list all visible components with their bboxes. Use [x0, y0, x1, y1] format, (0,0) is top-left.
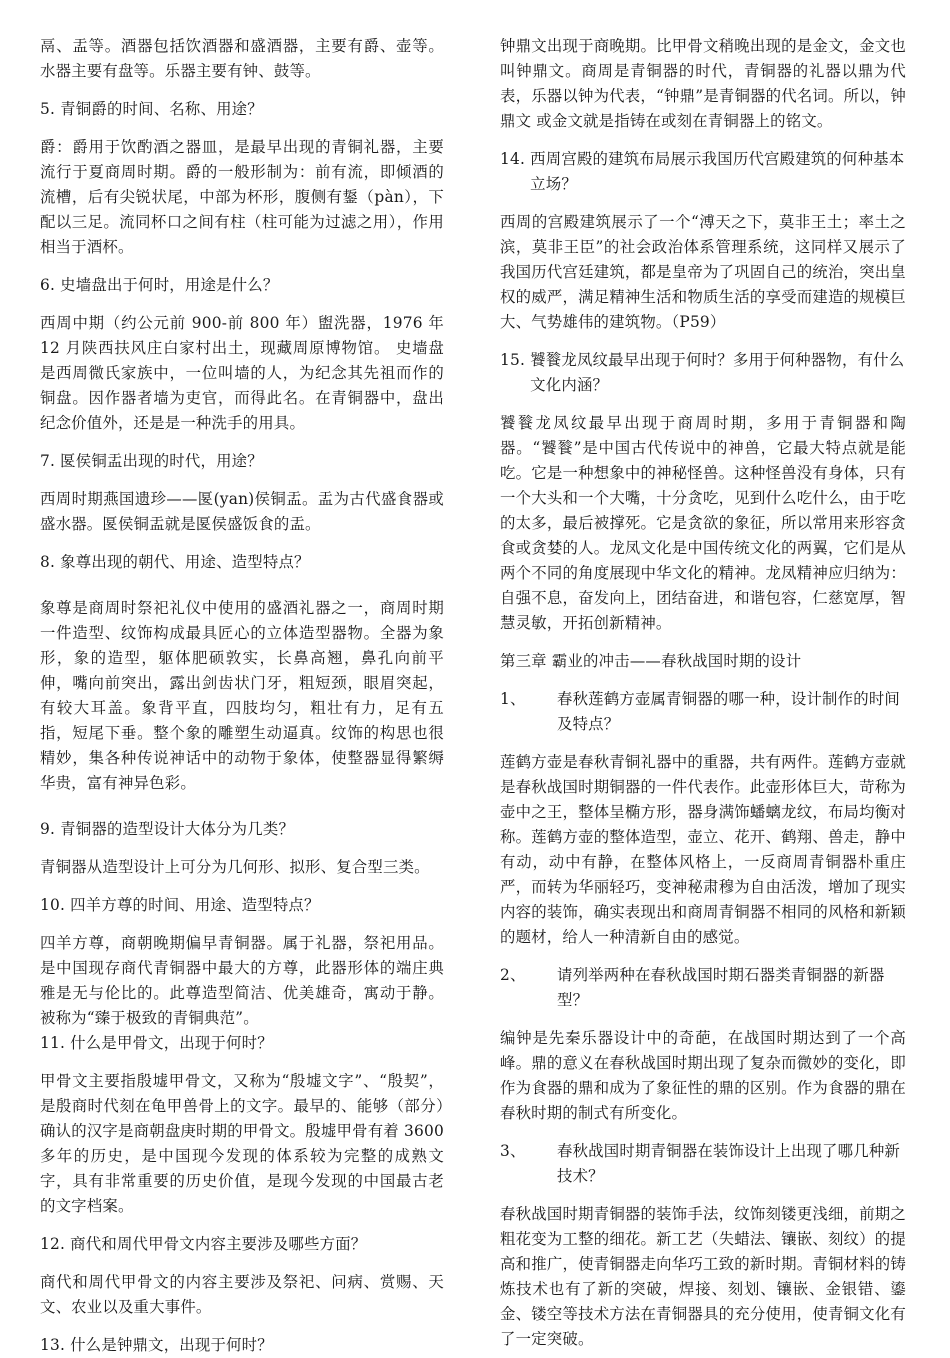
answer-14: 西周的宫殿建筑展示了一个“溥天之下，莫非王土；率土之滨，莫非王臣”的社会政治体系管理系统，这同样又展示了我国历代宫廷建筑，都是皇帝为了巩固自己的统治，突出皇权的威严，满足精神生活和物质生活的享受而建造的规模巨大、气势雄伟的建筑物。（P59）: [500, 213, 906, 331]
chapter-answer-3: 春秋战国时期青铜器的装饰手法，纹饰刻镂更浅细，前期之粗花变为工整的细花。新工艺（失蜡法、镶嵌、刻纹）的提高和推广，使青铜器走向华巧工致的新时期。青铜材料的铸炼技术也有了新的突破，焊接、刻划、镶嵌、金银错、鎏金、镂空等技术方法在青铜器具的充分使用，使青铜文化有了一定突破。: [500, 1205, 906, 1348]
chapter-question-1-text: 春秋莲鹤方壶属青铜器的哪一种，设计制作的时间及特点？: [557, 690, 900, 733]
chapter-answer-2: 编钟是先秦乐器设计中的奇葩，在战国时期达到了一个高峰。鼎的意义在春秋战国时期出现了复杂而微妙的变化，即作为食器的鼎和成为了象征性的鼎的区别。作为食器的鼎在春秋时期的制式有所变化。: [500, 1029, 906, 1122]
question-11: 11. 什么是甲骨文，出现于何时？: [40, 1034, 273, 1052]
answer-6: 西周中期（约公元前 900-前 800 年）盥洗器，1976 年 12 月陕西扶风庄白家村出土，现藏周原博物馆。 史墙盘是西周微氏家族中，一位叫墙的人，为纪念其先祖而作的铜盘。因作器者墙为吏官，而得此名。在青铜器中，盘出纪念价值外，还是是一种洗手的用具。: [40, 314, 444, 432]
chapter-question-2-text: 请列举两种在春秋战国时期石器类青铜器的新器型？: [557, 966, 885, 1009]
question-14-number: 14.: [500, 150, 531, 168]
answer-13: 钟鼎文出现于商晚期。比甲骨文稍晚出现的是金文，金文也叫钟鼎文。商周是青铜器的时代，青铜器的礼器以鼎为代表，乐器以钟为代表，“钟鼎”是青铜器的代名词。所以，钟鼎文 或金文就是指铸在或刻在青铜器上的铭文。: [500, 37, 906, 130]
question-7: 7. 匽侯铜盂出现的时代，用途？: [40, 452, 263, 470]
question-13: 13. 什么是钟鼎文，出现于何时？: [40, 1336, 273, 1354]
question-8: 8. 象尊出现的朝代、用途、造型特点？: [40, 553, 310, 571]
question-12: 12. 商代和周代甲骨文内容主要涉及哪些方面？: [40, 1235, 367, 1253]
question-6: 6. 史墙盘出于何时，用途是什么？: [40, 276, 279, 294]
chapter-question-1-number: 1、: [500, 690, 526, 708]
answer-7: 西周时期燕国遗珍——匽(yan)侯铜盂。盂为古代盛食器或盛水器。匽侯铜盂就是匽侯盛饭食的盂。: [40, 490, 444, 533]
question-15-text: 饕餮龙凤纹最早出现于何时？多用于何种器物，有什么文化内涵？: [530, 351, 905, 394]
answer-11: 甲骨文主要指殷墟甲骨文，又称为“殷墟文字”、“殷契”，是殷商时代刻在龟甲兽骨上的文字。最早的、能够（部分）确认的汉字是商朝盘庚时期的甲骨文。殷墟甲骨有着 3600 多年的历史，是中国现今发现的体系较为完整的成熟文字，具有非常重要的历史价值，是现今发现的中国最古老的文字档案。: [40, 1072, 444, 1215]
chapter-question-3-text: 春秋战国时期青铜器在装饰设计上出现了哪几种新技术？: [557, 1142, 900, 1185]
chapter-question-2-number: 2、: [500, 966, 526, 984]
chapter-question-3: [500, 1139, 906, 1189]
chapter-question-3-number: 3、: [500, 1142, 526, 1160]
question-15: [500, 348, 906, 398]
chapter-question-1: [500, 687, 906, 737]
question-14: [500, 147, 906, 197]
chapter-heading: 第三章 霸业的冲击——春秋战国时期的设计: [500, 652, 802, 670]
paragraph-vessel-types: 鬲、盂等。酒器包括饮酒器和盛酒器，主要有爵、壶等。水器主要有盘等。乐器主要有钟、鼓等。: [40, 37, 444, 80]
question-14-text: 西周宫殿的建筑布局展示我国历代宫殿建筑的何种基本立场？: [530, 150, 905, 193]
question-10: 10. 四羊方尊的时间、用途、造型特点？: [40, 896, 320, 914]
chapter-answer-1: 莲鹤方壶是春秋青铜礼器中的重器，共有两件。莲鹤方壶就是春秋战国时期铜器的一件代表作。此壶形体巨大，苛称为壶中之王，整体呈椭方形，器身满饰蟠螭龙纹，布局均衡对称。莲鹤方壶的整体造型，壶立、花开、鹤翔、兽走，静中有动，动中有静，在整体风格上，一反商周青铜器朴重庄严，而转为华丽轻巧，变神秘肃穆为自由活泼，增加了现实内容的装饰，确实表现出和商周青铜器不相同的风格和新颖的题材，给人一种清新自由的感觉。: [500, 753, 906, 946]
question-9: 9. 青铜器的造型设计大体分为几类？: [40, 820, 295, 838]
chapter-question-2: [500, 963, 906, 1013]
answer-10: 四羊方尊，商朝晚期偏早青铜器。属于礼器，祭祀用品。是中国现存商代青铜器中最大的方尊，此器形体的端庄典雅是无与伦比的。此尊造型简洁、优美雄奇，寓动于静。被称为“臻于极致的青铜典范”。: [40, 934, 444, 1027]
answer-12: 商代和周代甲骨文的内容主要涉及祭祀、问病、赏赐、天文、农业以及重大事件。: [40, 1273, 444, 1316]
answer-5: 爵：爵用于饮酌酒之器皿，是最早出现的青铜礼器，主要流行于夏商周时期。爵的一般形制为：前有流，即倾酒的流槽，后有尖锐状尾，中部为杯形，腹侧有鋬（pàn），下配以三足。流同杯口之间有柱（柱可能为过滤之用），作用相当于酒杯。: [40, 138, 444, 256]
question-5: 5. 青铜爵的时间、名称、用途？: [40, 100, 263, 118]
right-column: [500, 34, 906, 1352]
answer-15: 饕餮龙凤纹最早出现于商周时期，多用于青铜器和陶器。“饕餮”是中国古代传说中的神兽，它最大特点就是能吃。它是一种想象中的神秘怪兽。这种怪兽没有身体，只有一个大头和一个大嘴，十分贪吃，见到什么吃什么，由于吃的太多，最后被撑死。它是贪欲的象征，所以常用来形容贪食或贪婪的人。龙凤文化是中国传统文化的两翼，它们是从两个不同的角度展现中华文化的精神。龙凤精神应归纳为：自强不息，奋发向上，团结奋进，和谐包容，仁慈宽厚，智慧灵敏，开拓创新精神。: [500, 414, 906, 632]
left-column: [40, 34, 444, 1358]
answer-8: 象尊是商周时祭祀礼仪中使用的盛酒礼器之一，商周时期一件造型、纹饰构成最具匠心的立体造型器物。全器为象形，象的造型，躯体肥硕敦实，长鼻高翘，鼻孔向前平伸，嘴向前突出，露出剑齿状门牙，粗短颈，眼眉突起，有较大耳盖。象背平直，四肢均匀，粗壮有力，足有五指，短尾下垂。整个象的雕塑生动逼真。纹饰的构思也很精妙，集各种传说神话中的动物于象体，使整器显得繁缛华贵，富有神异色彩。: [40, 599, 444, 792]
answer-9: 青铜器从造型设计上可分为几何形、拟形、复合型三类。: [40, 858, 430, 876]
question-15-number: 15.: [500, 351, 531, 369]
